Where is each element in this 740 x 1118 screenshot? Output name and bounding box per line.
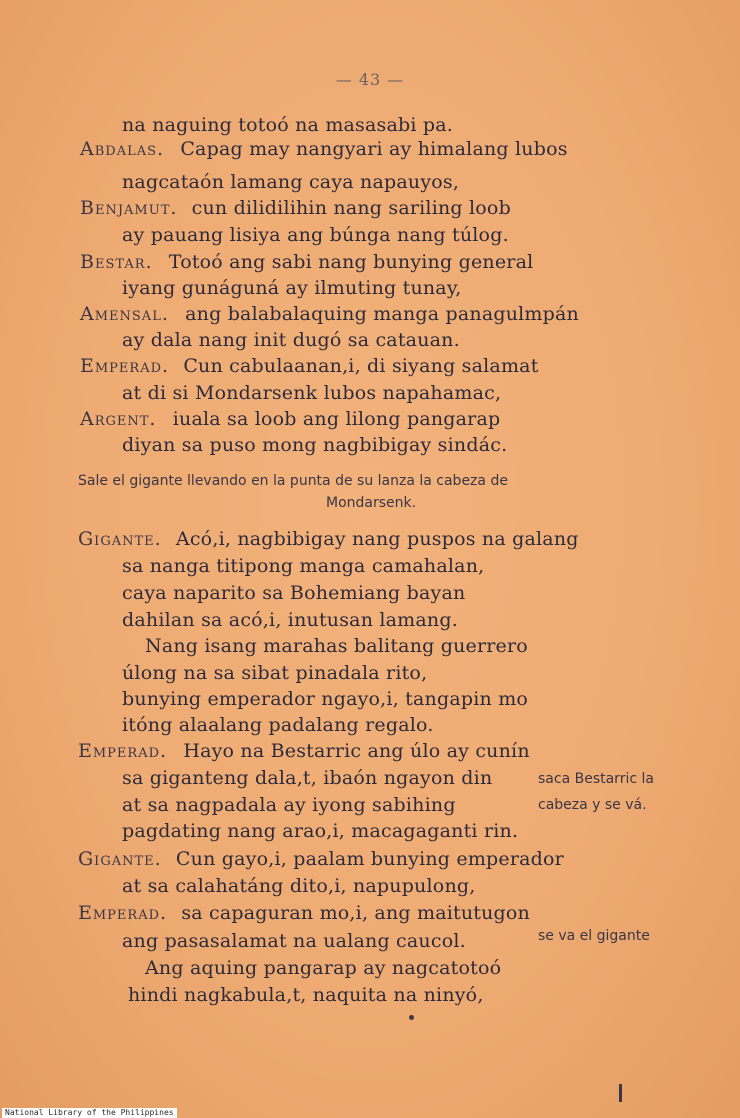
line-text: Totoó ang sabi nang bunying general [168,251,534,273]
verse-line [80,303,579,325]
stage-direction [78,472,508,490]
stage-direction [538,770,654,788]
line-text: Hayo na Bestarric ang úlo ay cunín [183,740,530,762]
line-text: nagcataón lamang caya napauyos, [122,171,460,193]
speaker-name: Abdalas. [80,138,165,160]
line-text: ang balabalaquing manga panagulmpán [185,303,579,325]
speaker-name: Gigante. [78,528,162,550]
line-text: caya naparito sa Bohemiang bayan [122,582,466,604]
stage-direction-text: saca Bestarric la [538,771,654,787]
verse-line [78,902,530,924]
line-text: pagdating nang arao,i, macagaganti rin. [122,820,519,842]
footer-credit: National Library of the Philippines [2,1108,177,1118]
verse-line [122,171,459,193]
line-text: sa capaguran mo,i, ang maitutugon [181,902,530,924]
verse-line [122,875,476,897]
line-text: bunying emperador ngayo,i, tangapin mo [122,688,529,710]
speaker-name: Argent. [80,408,157,430]
verse-line [80,197,511,219]
line-text: ay dala nang init dugó sa catauan. [122,329,460,351]
line-text: sa giganteng dala,t, ibaón ngayon din [122,767,493,789]
line-text: diyan sa puso mong nagbibigay sindác. [122,434,508,456]
stage-direction-text: Sale el gigante llevando en la punta de su lanza la cabeza de [78,473,508,489]
line-text: ang pasasalamat na ualang caucol. [122,930,466,952]
verse-line [122,114,453,136]
stage-direction [538,796,647,814]
verse-line [145,957,501,979]
line-text: sa nanga titipong manga camahalan, [122,555,485,577]
line-text: Nang isang marahas balitang guerrero [145,635,528,657]
stage-direction-text: cabeza y se vá. [538,797,647,813]
verse-line [122,382,501,404]
verse-line [145,635,528,657]
line-text: at sa nagpadala ay iyong sabihing [122,794,456,816]
line-text: at sa calahatáng dito,i, napupulong, [122,875,476,897]
line-text: Acó,i, nagbibigay nang puspos na galang [175,528,579,550]
line-text: cun dilidilihin nang sariling loob [191,197,511,219]
verse-line [122,794,456,816]
line-text: Cun gayo,i, paalam bunying emperador [175,848,564,870]
verse-line [78,848,564,870]
speaker-name: Emperad. [78,902,168,924]
verse-line [78,528,579,550]
verse-line [80,408,500,430]
verse-line [122,434,507,456]
verse-line [122,609,458,631]
speaker-name: Bestar. [80,251,153,273]
line-text: hindi nagkabula,t, naquita na ninyó, [128,984,484,1006]
line-text: iuala sa loob ang lilong pangarap [172,408,501,430]
verse-line [122,714,434,736]
line-text: itóng alaalang padalang regalo. [122,714,434,736]
verse-line [122,767,492,789]
verse-line [128,984,484,1006]
verse-line [122,329,460,351]
line-text: dahilan sa acó,i, inutusan lamang. [122,609,458,631]
speaker-name: Amensal. [80,303,169,325]
ink-dot [409,1015,414,1020]
verse-line [122,224,509,246]
stage-direction [538,927,650,945]
speaker-name: Gigante. [78,848,162,870]
stage-direction-text: Mondarsenk. [326,495,417,511]
stage-direction [326,494,416,512]
stage-direction-text: se va el gigante [538,928,650,944]
line-text: at di si Mondarsenk lubos napahamac, [122,382,502,404]
verse-line [122,555,484,577]
line-text: iyang gunáguná ay ilmuting tunay, [122,277,462,299]
verse-line [122,582,465,604]
speaker-name: Emperad. [78,740,168,762]
verse-line [80,251,533,273]
verse-line [80,355,539,377]
speaker-name: Benjamut. [80,197,178,219]
line-text: Cun cabulaanan,i, di siyang salamat [183,355,539,377]
verse-line [122,662,427,684]
page-number: — 43 — [335,70,405,89]
verse-line [122,820,518,842]
speaker-name: Emperad. [80,355,170,377]
verse-line [122,277,462,299]
verse-line [78,740,530,762]
line-text: na naguing totoó na masasabi pa. [122,114,454,136]
line-text: ay pauang lisiya ang búnga nang túlog. [122,224,509,246]
verse-line [80,138,568,160]
verse-line [122,688,528,710]
line-text: úlong na sa sibat pinadala rito, [122,662,428,684]
line-text: Capag may nangyari ay himalang lubos [180,138,568,160]
verse-line [122,930,466,952]
line-text: Ang aquing pangarap ay nagcatotoó [145,957,502,979]
ink-mark [619,1084,622,1102]
